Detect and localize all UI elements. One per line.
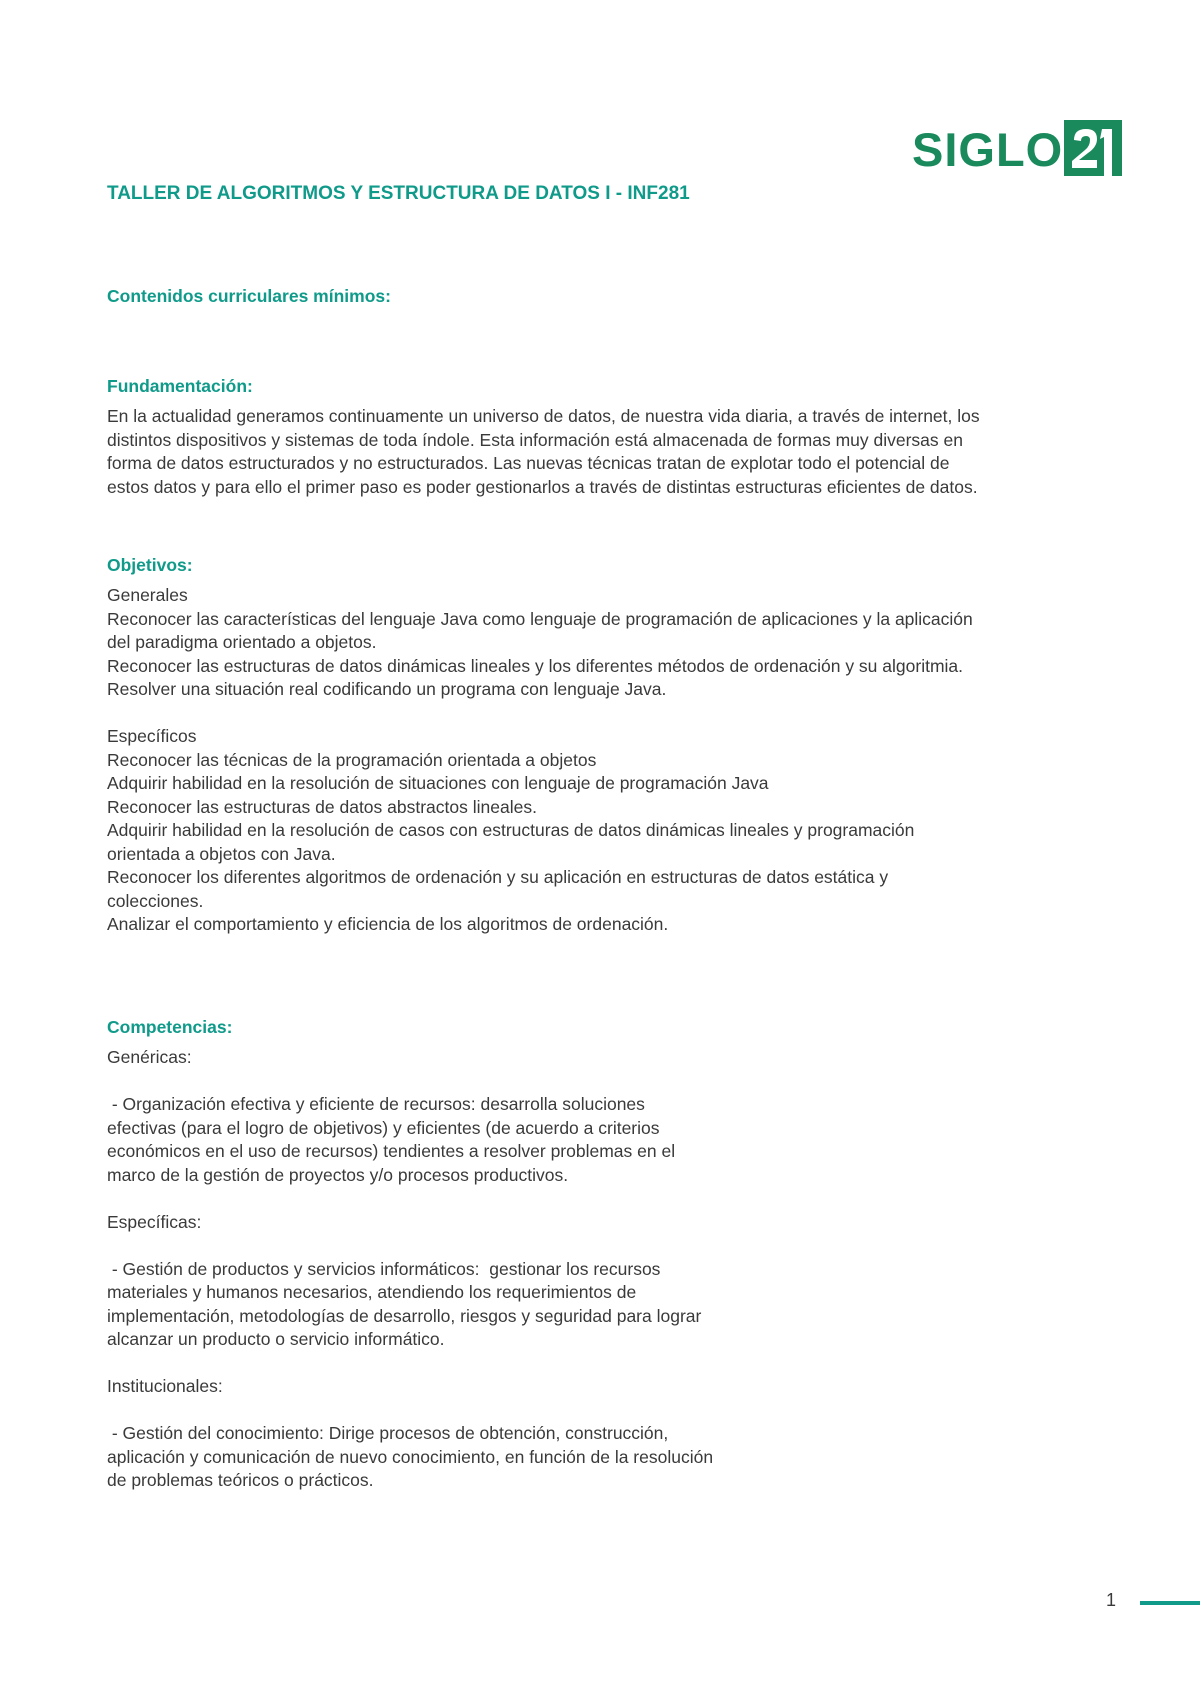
objetivos-especificos-label: Específicos <box>107 726 197 746</box>
competencia-especifica-line: implementación, metodologías de desarrollo, riesgos y seguridad para lograr <box>107 1305 702 1326</box>
objetivo-especifico-line: orientada a objetos con Java. <box>107 843 336 864</box>
objetivo-especifico-line: Adquirir habilidad en la resolución de situaciones con lenguaje de programación Java <box>107 773 769 793</box>
fundamentacion-section <box>107 374 1127 499</box>
logo-wordmark: SIGLO <box>912 123 1064 176</box>
competencia-institucional-line: - Gestión del conocimiento: Dirige procesos de obtención, construcción, <box>107 1423 669 1443</box>
fundamentacion-line: En la actualidad generamos continuamente un universo de datos, de nuestra vida diaria, a través de internet, los <box>107 406 980 426</box>
competencias-genericas-label: Genéricas: <box>107 1047 192 1067</box>
objetivo-especifico-line: colecciones. <box>107 890 204 911</box>
competencia-especifica-line: materiales y humanos necesarios, atendiendo los requerimientos de <box>107 1282 637 1302</box>
objetivos-heading: Objetivos: <box>107 555 193 575</box>
objetivo-especifico-line: Adquirir habilidad en la resolución de casos con estructuras de datos dinámicas lineales y programación <box>107 820 915 840</box>
competencia-generica-line: - Organización efectiva y eficiente de recursos: desarrolla soluciones <box>107 1094 645 1114</box>
objetivo-especifico-line: Reconocer los diferentes algoritmos de ordenación y su aplicación en estructuras de datos estática y <box>107 867 889 887</box>
competencia-generica-line: marco de la gestión de proyectos y/o procesos productivos. <box>107 1164 569 1185</box>
competencias-heading: Competencias: <box>107 1017 233 1037</box>
logo-21-mark <box>1064 120 1122 176</box>
contenidos-section <box>107 284 1127 308</box>
objetivo-especifico-line: Analizar el comportamiento y eficiencia de los algoritmos de ordenación. <box>107 914 669 934</box>
objetivos-generales-label: Generales <box>107 585 188 605</box>
objetivos-section <box>107 553 1127 937</box>
fundamentacion-line: distintos dispositivos y sistemas de toda índole. Esta información está almacenada de formas muy diversas en <box>107 429 963 450</box>
objetivo-especifico-line: Reconocer las estructuras de datos abstractos lineales. <box>107 796 537 817</box>
competencia-especifica-line: - Gestión de productos y servicios informáticos: gestionar los recursos <box>107 1258 661 1279</box>
objetivo-general-line: del paradigma orientado a objetos. <box>107 632 377 652</box>
footer-rule <box>1140 1601 1200 1605</box>
document-title: TALLER DE ALGORITMOS Y ESTRUCTURA DE DATOS I - INF281 <box>107 183 690 204</box>
competencia-especifica-line: alcanzar un producto o servicio informático. <box>107 1329 445 1349</box>
competencias-institucionales-label: Institucionales: <box>107 1376 223 1396</box>
siglo21-logo <box>912 120 1122 178</box>
competencia-institucional-line: de problemas teóricos o prácticos. <box>107 1470 374 1490</box>
objetivo-especifico-line: Reconocer las técnicas de la programación orientada a objetos <box>107 749 597 770</box>
fundamentacion-heading: Fundamentación: <box>107 376 253 396</box>
fundamentacion-line: forma de datos estructurados y no estructurados. Las nuevas técnicas tratan de explotar todo el potencial de <box>107 453 950 473</box>
competencias-especificas-label: Específicas: <box>107 1211 202 1232</box>
contenidos-heading: Contenidos curriculares mínimos: <box>107 286 391 306</box>
objetivo-general-line: Resolver una situación real codificando un programa con lenguaje Java. <box>107 679 667 699</box>
objetivo-general-line: Reconocer las características del lenguaje Java como lenguaje de programación de aplicaciones y la aplicación <box>107 608 973 629</box>
competencia-generica-line: efectivas (para el logro de objetivos) y eficientes (de acuerdo a criterios <box>107 1117 660 1138</box>
fundamentacion-line: estos datos y para ello el primer paso es poder gestionarlos a través de distintas estructuras eficientes de datos. <box>107 476 978 497</box>
objetivo-general-line: Reconocer las estructuras de datos dinámicas lineales y los diferentes métodos de ordenación y su algoritmia. <box>107 655 964 676</box>
competencia-institucional-line: aplicación y comunicación de nuevo conocimiento, en función de la resolución <box>107 1446 714 1467</box>
page-number: 1 <box>1106 1590 1117 1610</box>
competencias-section <box>107 1015 1127 1493</box>
competencia-generica-line: económicos en el uso de recursos) tendientes a resolver problemas en el <box>107 1141 676 1161</box>
